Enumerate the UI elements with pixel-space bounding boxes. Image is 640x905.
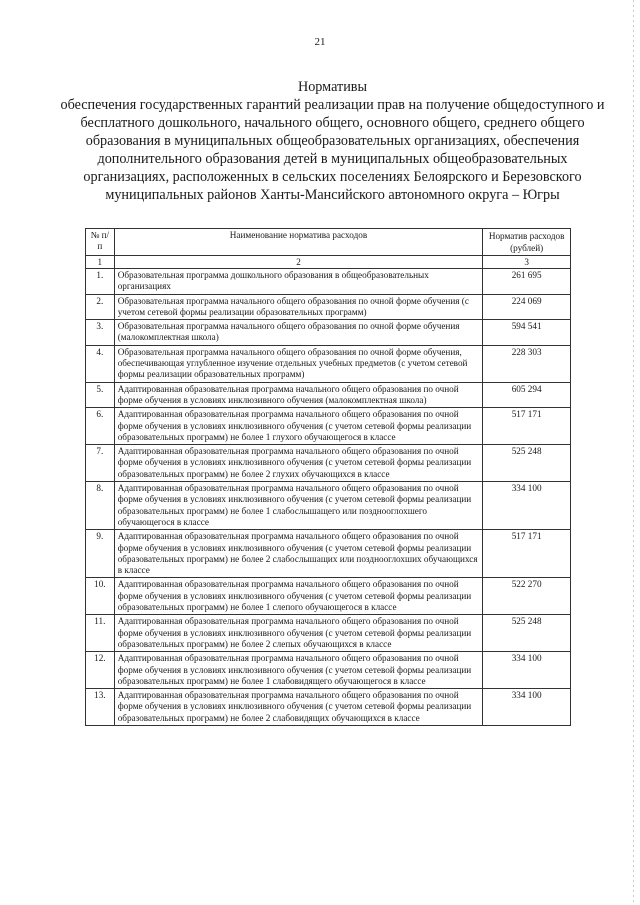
table-row bbox=[86, 445, 571, 482]
row-norm-name: Образовательная программа начального общего образования по очной форме обучения (малокомплектная школа) bbox=[114, 320, 483, 346]
row-norm-value: 261 695 bbox=[483, 269, 571, 295]
column-index-2: 2 bbox=[114, 256, 483, 269]
row-norm-value: 605 294 bbox=[483, 382, 571, 408]
row-norm-value: 517 171 bbox=[483, 530, 571, 578]
page-number: 21 bbox=[314, 36, 326, 48]
row-norm-name: Адаптированная образовательная программа начального общего образования по очной форме обучения в условиях инклюзивного обучения (с учетом сетевой формы реализации образовательных программ) не более 2 слабослышащих или позднооглохших обучающихся в классе bbox=[114, 530, 483, 578]
row-norm-value: 228 303 bbox=[483, 345, 571, 382]
header-value: Норматив расходов (рублей) bbox=[483, 229, 571, 256]
row-number: 4. bbox=[86, 345, 115, 382]
column-index-3: 3 bbox=[483, 256, 571, 269]
row-number: 8. bbox=[86, 482, 115, 530]
column-index-row bbox=[86, 256, 571, 269]
row-number: 1. bbox=[86, 269, 115, 295]
row-number: 6. bbox=[86, 408, 115, 445]
table-row bbox=[86, 530, 571, 578]
table-row bbox=[86, 408, 571, 445]
row-norm-name: Адаптированная образовательная программа начального общего образования по очной форме обучения в условиях инклюзивного обучения (с учетом сетевой формы реализации образовательных программ) не более 1 слабовидящего обучающегося в классе bbox=[114, 652, 483, 689]
row-number: 12. bbox=[86, 652, 115, 689]
row-number: 7. bbox=[86, 445, 115, 482]
table-header-row bbox=[86, 229, 571, 256]
row-norm-name: Адаптированная образовательная программа начального общего образования по очной форме обучения в условиях инклюзивного обучения (с учетом сетевой формы реализации образовательных программ) не более 1 слепого обучающегося в классе bbox=[114, 578, 483, 615]
document-title-block bbox=[60, 78, 605, 204]
table-row bbox=[86, 345, 571, 382]
row-norm-value: 224 069 bbox=[483, 294, 571, 320]
table-row bbox=[86, 652, 571, 689]
table-row bbox=[86, 320, 571, 346]
row-norm-name: Адаптированная образовательная программа начального общего образования по очной форме обучения в условиях инклюзивного обучения (с учетом сетевой формы реализации образовательных программ) не более 1 глухого обучающегося в классе bbox=[114, 408, 483, 445]
row-norm-value: 334 100 bbox=[483, 482, 571, 530]
document-subheading: обеспечения государственных гарантий реализации прав на получение общедоступного и бесплатного дошкольного, начального общего, основного общего, среднего общего образования в муниципальных общеобразовательных организациях, обеспечения дополнительного образования детей в муниципальных общеобразовательных организациях, расположенных в сельских поселениях Белоярского и Березовского муниципальных районов Ханты-Мансийского автономного округа – Югры bbox=[60, 97, 605, 203]
row-number: 9. bbox=[86, 530, 115, 578]
table-row bbox=[86, 382, 571, 408]
row-number: 13. bbox=[86, 689, 115, 726]
row-norm-name: Образовательная программа начального общего образования по очной форме обучения (с учетом сетевой формы реализации образовательных программ) bbox=[114, 294, 483, 320]
row-number: 5. bbox=[86, 382, 115, 408]
row-norm-name: Образовательная программа начального общего образования по очной форме обучения, обеспечивающая углубленное изучение отдельных учебных предметов (с учетом сетевой формы реализации образовательных программ) bbox=[114, 345, 483, 382]
table-row bbox=[86, 689, 571, 726]
row-norm-value: 525 248 bbox=[483, 615, 571, 652]
row-norm-name: Адаптированная образовательная программа начального общего образования по очной форме обучения в условиях инклюзивного обучения (с учетом сетевой формы реализации образовательных программ) не более 1 слабослышащего или позднооглохшего обучающегося в классе bbox=[114, 482, 483, 530]
table-row bbox=[86, 482, 571, 530]
norms-table bbox=[85, 228, 571, 726]
document-heading: Нормативы bbox=[297, 79, 368, 95]
row-number: 2. bbox=[86, 294, 115, 320]
table-row bbox=[86, 615, 571, 652]
column-index-1: 1 bbox=[86, 256, 115, 269]
row-norm-value: 334 100 bbox=[483, 689, 571, 726]
row-norm-value: 594 541 bbox=[483, 320, 571, 346]
row-norm-name: Адаптированная образовательная программа начального общего образования по очной форме обучения в условиях инклюзивного обучения (с учетом сетевой формы реализации образовательных программ) не более 2 слепых обучающихся в классе bbox=[114, 615, 483, 652]
row-norm-name: Адаптированная образовательная программа начального общего образования по очной форме обучения в условиях инклюзивного обучения (с учетом сетевой формы реализации образовательных программ) не более 2 слабовидящих обучающихся в классе bbox=[114, 689, 483, 726]
table-row bbox=[86, 294, 571, 320]
row-norm-value: 517 171 bbox=[483, 408, 571, 445]
row-number: 3. bbox=[86, 320, 115, 346]
table-row bbox=[86, 269, 571, 295]
row-norm-name: Образовательная программа дошкольного образования в общеобразовательных организациях bbox=[114, 269, 483, 295]
row-norm-name: Адаптированная образовательная программа начального общего образования по очной форме обучения в условиях инклюзивного обучения (с учетом сетевой формы реализации образовательных программ) не более 2 глухих обучающихся в классе bbox=[114, 445, 483, 482]
row-norm-value: 522 270 bbox=[483, 578, 571, 615]
row-number: 10. bbox=[86, 578, 115, 615]
row-norm-value: 334 100 bbox=[483, 652, 571, 689]
row-norm-value: 525 248 bbox=[483, 445, 571, 482]
table-row bbox=[86, 578, 571, 615]
row-number: 11. bbox=[86, 615, 115, 652]
header-name: Наименование норматива расходов bbox=[114, 229, 483, 256]
scan-edge-line bbox=[633, 0, 634, 905]
header-num: № п/п bbox=[86, 229, 115, 256]
row-norm-name: Адаптированная образовательная программа начального общего образования по очной форме обучения в условиях инклюзивного обучения (малокомплектная школа) bbox=[114, 382, 483, 408]
